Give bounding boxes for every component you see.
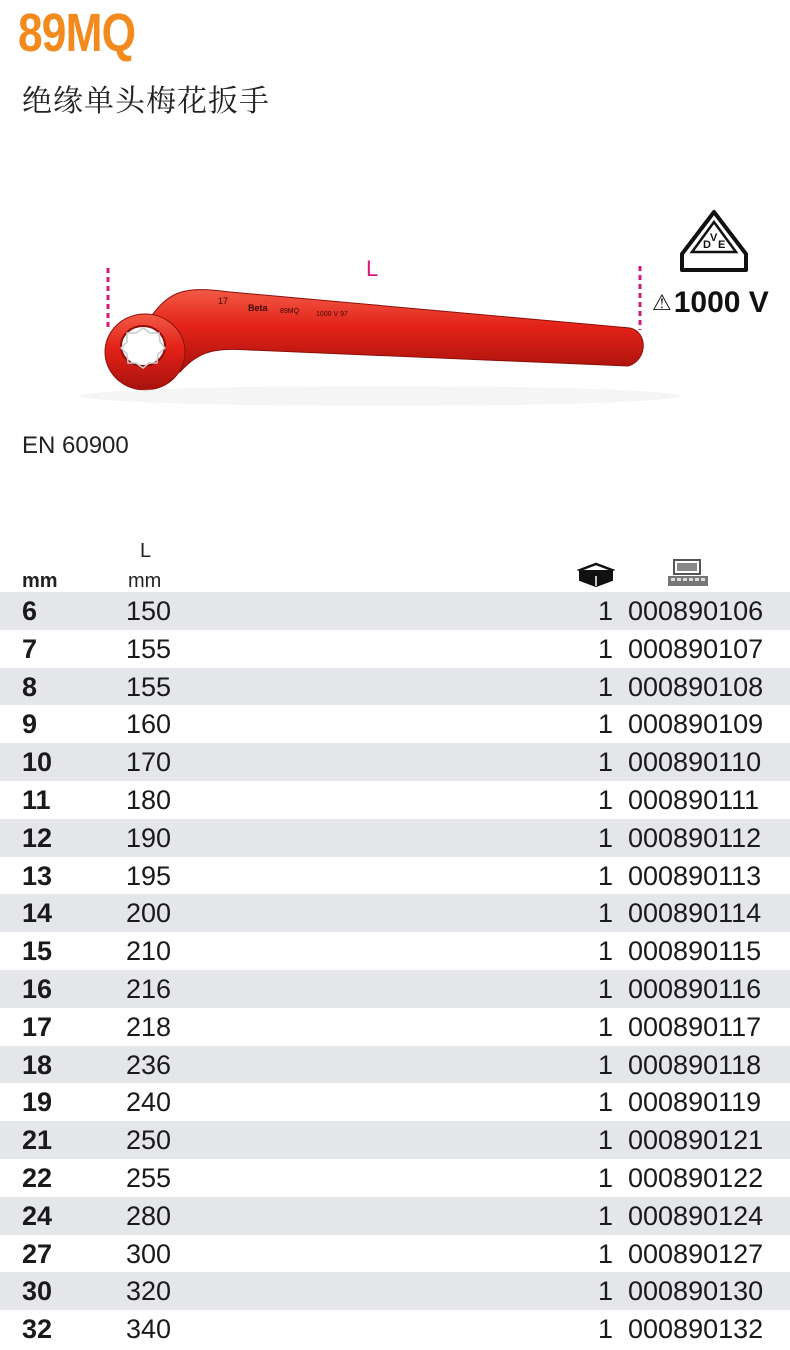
svg-text:E: E [718, 239, 726, 251]
code-cell: 000890112 [628, 822, 762, 853]
code-cell: 000890110 [628, 747, 762, 778]
table-row [0, 1121, 790, 1159]
size-cell: 15 [22, 936, 53, 967]
qty-cell: 1 [598, 936, 614, 967]
product-code: 89MQ [18, 3, 136, 63]
svg-text:17: 17 [218, 296, 229, 306]
code-cell: 000890117 [628, 1011, 762, 1042]
size-cell: 9 [22, 709, 38, 740]
length-cell: 155 [126, 671, 172, 702]
size-cell: 7 [22, 633, 38, 664]
length-cell: 155 [126, 633, 172, 664]
code-cell: 000890108 [628, 671, 764, 702]
code-cell: 000890111 [628, 784, 760, 815]
qty-cell: 1 [598, 1276, 614, 1307]
length-symbol: L [140, 540, 152, 562]
code-cell: 000890114 [628, 898, 762, 929]
qty-cell: 1 [598, 747, 614, 778]
code-cell: 000890113 [628, 860, 762, 891]
qty-cell: 1 [598, 1314, 614, 1345]
svg-text:1000 V 97: 1000 V 97 [316, 311, 348, 318]
length-cell: 190 [126, 822, 172, 853]
size-unit: mm [22, 570, 58, 592]
qty-cell: 1 [598, 1087, 614, 1118]
table-row [0, 630, 790, 668]
size-cell: 17 [22, 1011, 53, 1042]
package-icon [576, 562, 616, 588]
table-row [0, 1046, 790, 1084]
length-cell: 300 [126, 1238, 172, 1269]
size-cell: 14 [22, 898, 53, 929]
size-cell: 18 [22, 1049, 53, 1080]
length-cell: 216 [126, 973, 172, 1004]
voltage-value: 1000 V [673, 286, 769, 319]
qty-cell: 1 [598, 1125, 614, 1156]
size-cell: 19 [22, 1087, 53, 1118]
table-row [0, 1083, 790, 1121]
table-row [0, 894, 790, 932]
length-cell: 170 [126, 747, 172, 778]
size-cell: 24 [22, 1200, 53, 1231]
table-row [0, 705, 790, 743]
table-row [0, 819, 790, 857]
length-cell: 160 [126, 709, 172, 740]
qty-cell: 1 [598, 1049, 614, 1080]
qty-cell: 1 [598, 633, 614, 664]
size-cell: 32 [22, 1314, 53, 1345]
svg-text:V: V [710, 232, 718, 244]
size-cell: 6 [22, 596, 38, 626]
size-cell: 16 [22, 973, 53, 1004]
qty-cell: 1 [598, 1238, 614, 1269]
qty-cell: 1 [598, 596, 614, 626]
table-row [0, 1310, 790, 1348]
table-row [0, 932, 790, 970]
size-cell: 10 [22, 747, 53, 778]
qty-cell: 1 [598, 784, 614, 815]
qty-cell: 1 [598, 973, 614, 1004]
code-cell: 000890124 [628, 1200, 764, 1231]
table-row [0, 1272, 790, 1310]
table-row [0, 970, 790, 1008]
code-cell: 000890106 [628, 596, 764, 626]
qty-cell: 1 [598, 1162, 614, 1193]
length-cell: 210 [126, 936, 172, 967]
code-cell: 000890119 [628, 1087, 762, 1118]
qty-cell: 1 [598, 898, 614, 929]
svg-text:D: D [703, 239, 711, 251]
length-cell: 218 [126, 1011, 172, 1042]
code-cell: 000890127 [628, 1238, 764, 1269]
table-row [0, 1008, 790, 1046]
code-cell: 000890122 [628, 1162, 764, 1193]
table-row [0, 668, 790, 706]
length-cell: 340 [126, 1314, 172, 1345]
length-cell: 195 [126, 860, 172, 891]
double-triangle-icon: ⚠ [652, 290, 672, 315]
product-table [0, 592, 790, 1348]
code-cell: 000890121 [628, 1125, 764, 1156]
length-cell: 320 [126, 1276, 172, 1307]
product-subtitle: 绝缘单头梅花扳手 [22, 84, 270, 119]
length-unit: mm [128, 570, 162, 592]
length-cell: 280 [126, 1200, 172, 1231]
svg-text:89MQ: 89MQ [280, 308, 300, 315]
length-cell: 255 [126, 1162, 172, 1193]
table-row [0, 592, 790, 630]
length-cell: 236 [126, 1049, 172, 1080]
dve-certification-icon [676, 208, 752, 278]
voltage-rating [652, 286, 769, 320]
table-row [0, 781, 790, 819]
code-cell: 000890118 [628, 1049, 762, 1080]
dimension-label: L [366, 256, 379, 281]
code-cell: 000890116 [628, 973, 762, 1004]
length-cell: 240 [126, 1087, 172, 1118]
qty-cell: 1 [598, 1011, 614, 1042]
qty-cell: 1 [598, 671, 614, 702]
code-cell: 000890130 [628, 1276, 764, 1307]
size-cell: 11 [22, 784, 51, 815]
table-row [0, 1235, 790, 1273]
table-row [0, 857, 790, 895]
length-cell: 200 [126, 898, 172, 929]
standard-label: EN 60900 [22, 432, 129, 459]
catalog-code-icon [666, 558, 710, 590]
qty-cell: 1 [598, 709, 614, 740]
size-cell: 27 [22, 1238, 53, 1269]
length-cell: 150 [126, 596, 172, 626]
size-cell: 22 [22, 1162, 53, 1193]
table-row [0, 1197, 790, 1235]
length-cell: 250 [126, 1125, 172, 1156]
code-cell: 000890115 [628, 936, 762, 967]
code-cell: 000890107 [628, 633, 764, 664]
code-cell: 000890132 [628, 1314, 764, 1345]
qty-cell: 1 [598, 822, 614, 853]
wrench-illustration [0, 200, 790, 440]
code-cell: 000890109 [628, 709, 764, 740]
table-header [0, 538, 790, 592]
size-cell: 12 [22, 822, 53, 853]
size-cell: 30 [22, 1276, 53, 1307]
table-row [0, 1159, 790, 1197]
table-row [0, 743, 790, 781]
size-cell: 13 [22, 860, 53, 891]
svg-text:Beta: Beta [248, 303, 268, 313]
qty-cell: 1 [598, 860, 614, 891]
qty-cell: 1 [598, 1200, 614, 1231]
length-cell: 180 [126, 784, 172, 815]
size-cell: 21 [22, 1125, 53, 1156]
size-cell: 8 [22, 671, 38, 702]
